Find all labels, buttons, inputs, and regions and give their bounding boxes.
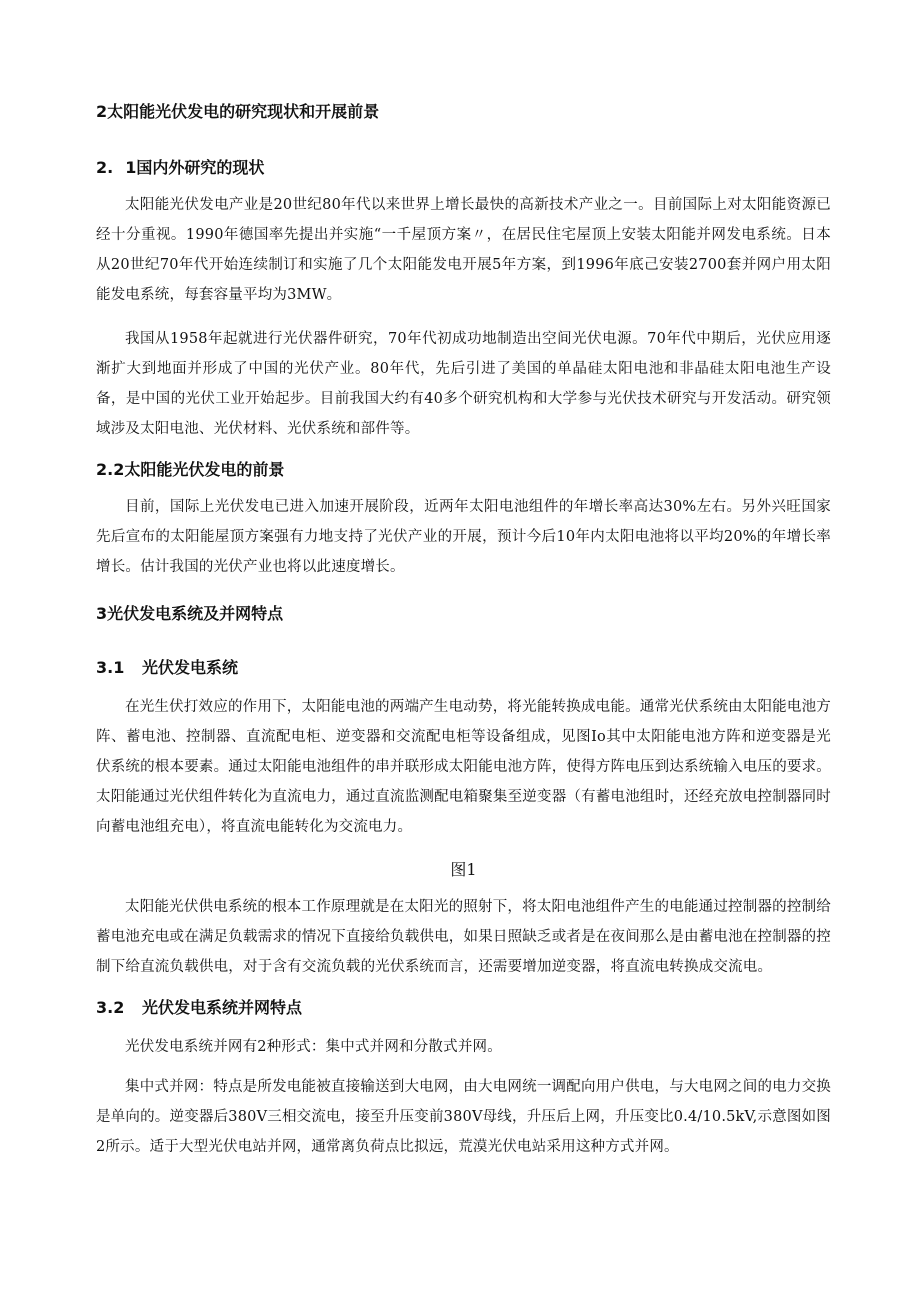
paragraph: 太阳能光伏供电系统的根本工作原理就是在太阳光的照射下，将太阳电池组件产生的电能通过控制器的控制给蓄电池充电或在满足负载需求的情况下直接给负载供电，如果日照缺乏或者是在夜间那么是由蓄电池在控制器的控制下给直流负载供电，对于含有交流负载的光伏系统而言，还需要增加逆变器，将直流电转换成交流电。 [96, 899, 831, 975]
section-title: 太阳能光伏发电的前景 [124, 460, 285, 479]
paragraph: 集中式并网：特点是所发电能被直接输送到大电网，由大电网统一调配向用户供电，与大电网之间的电力交换是单向的。逆变器后380V三相交流电，接至升压变前380V母线，升压后上网，升压变比0.4/10.5kV,示意图如图2所示。适于大型光伏电站并网，通常离负荷点比拟远，荒漠光伏电站采用这种方式并网。 [96, 1079, 831, 1155]
paragraph: 目前，国际上光伏发电已进入加速开展阶段，近两年太阳电池组件的年增长率高达30%左右。另外兴旺国家先后宣布的太阳能屋顶方案强有力地支持了光伏产业的开展，预计今后10年内太阳电池将以平均20%的年增长率增长。估计我国的光伏产业也将以此速度增长。 [96, 499, 831, 575]
section-title: 太阳能光伏发电的研究现状和开展前景 [107, 102, 380, 121]
section-number: 2 [96, 102, 108, 121]
paragraph: 在光生伏打效应的作用下，太阳能电池的两端产生电动势，将光能转换成电能。通常光伏系统由太阳能电池方阵、蓄电池、控制器、直流配电柜、逆变器和交流配电柜等设备组成，见图Io其中太阳能电池方阵和逆变器是光伏系统的根本要素。通过太阳能电池组件的串并联形成太阳能电池方阵，使得方阵电压到达系统输入电压的要求。太阳能通过光伏组件转化为直流电力，通过直流监测配电箱聚集至逆变器（有蓄电池组时，还经充放电控制器同时向蓄电池组充电），将直流电能转化为交流电力。 [96, 699, 831, 835]
section-title: 光伏发电系统 [142, 658, 239, 677]
document-page [96, 92, 831, 1162]
paragraph: 我国从1958年起就进行光伏器件研究，70年代初成功地制造出空间光伏电源。70年代中期后，光伏应用逐渐扩大到地面并形成了中国的光伏产业。80年代，先后引进了美国的单晶硅太阳电池和非晶硅太阳电池生产设备，是中国的光伏工业开始起步。目前我国大约有40多个研究机构和大学参与光伏技术研究与开发活动。研究领域涉及太阳电池、光伏材料、光伏系统和部件等。 [96, 331, 831, 437]
section-heading-3-1 [96, 656, 831, 680]
section-heading-3-2 [96, 996, 831, 1020]
section-number: 3.1 [96, 658, 125, 677]
section-heading-2-1 [96, 156, 831, 180]
section-title: 国内外研究的现状 [136, 158, 265, 177]
section-number: 2. [96, 158, 114, 177]
section-title: 光伏发电系统及并网特点 [107, 604, 284, 623]
section-heading-2 [96, 100, 831, 124]
section-heading-2-2 [96, 458, 831, 482]
section-number: 3.2 [96, 998, 125, 1017]
section-number: 3 [96, 604, 108, 623]
figure-caption: 图1 [450, 860, 477, 879]
section-title: 光伏发电系统并网特点 [142, 998, 303, 1017]
section-heading-3 [96, 602, 831, 626]
paragraph: 太阳能光伏发电产业是20世纪80年代以来世界上增长最快的高新技术产业之一。目前国际上对太阳能资源已经十分重视。1990年德国率先提出并实施“一千屋顶方案〃，在居民住宅屋顶上安装太阳能并网发电系统。日本从20世纪70年代开始连续制订和实施了几个太阳能发电开展5年方案，到1996年底己安装2700套并网户用太阳能发电系统，每套容量平均为3MW。 [96, 197, 831, 303]
section-number-sub: 1 [125, 158, 137, 177]
paragraph: 光伏发电系统并网有2种形式：集中式并网和分散式并网。 [125, 1039, 502, 1055]
section-number: 2.2 [96, 460, 125, 479]
